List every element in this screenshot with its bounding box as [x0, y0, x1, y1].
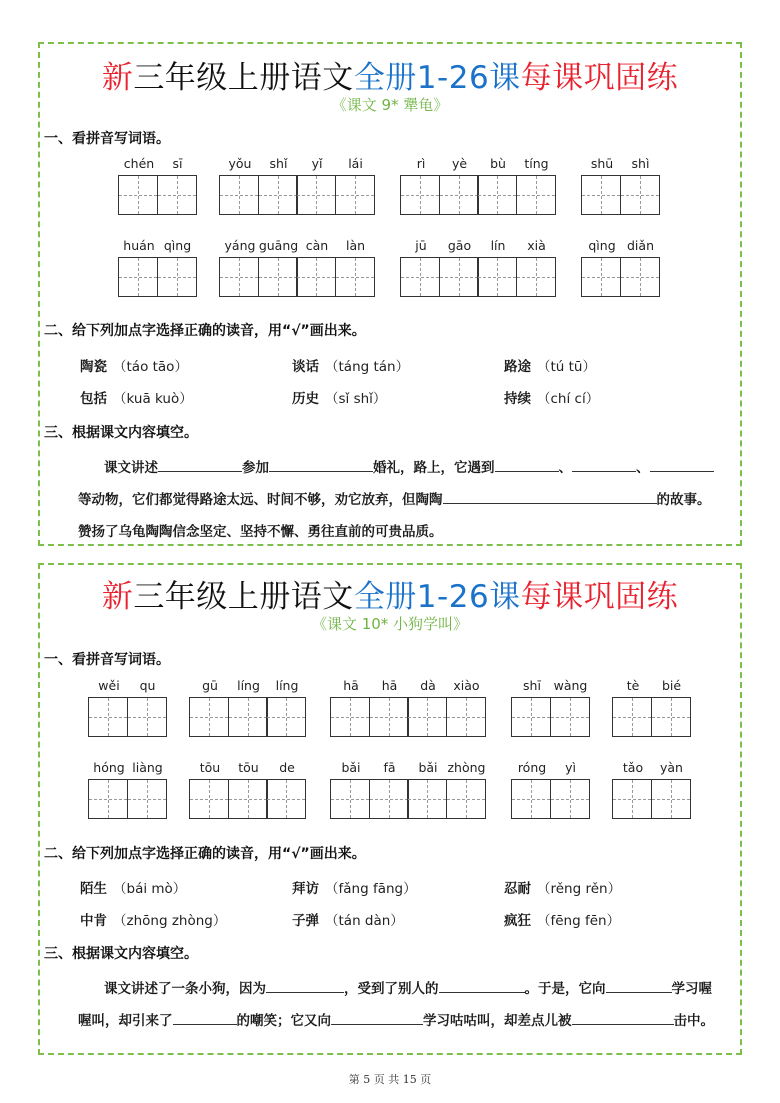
- pronunciation-item: [292, 909, 404, 929]
- char-box[interactable]: [330, 760, 370, 819]
- pronunciation-item: [292, 387, 386, 407]
- pinyin-label: gāo: [447, 238, 472, 253]
- fill-text: 学习咕咕叫，却差点儿被: [423, 1013, 572, 1029]
- char-box[interactable]: [330, 678, 370, 737]
- pinyin-options[interactable]: （tán dàn）: [325, 913, 404, 929]
- fill-text: 参加: [242, 460, 269, 476]
- pronunciation-item: [504, 355, 596, 375]
- pinyin-group: [118, 156, 197, 215]
- pinyin-label: xiào: [453, 678, 480, 693]
- pinyin-label: chén: [123, 156, 155, 171]
- char-box[interactable]: [407, 760, 447, 819]
- char-box[interactable]: [88, 678, 128, 737]
- fill-text: 的故事。: [656, 492, 711, 508]
- lesson-9-panel: [38, 42, 742, 546]
- pinyin-label: bié: [661, 678, 682, 693]
- pinyin-options[interactable]: （táo tāo）: [113, 359, 188, 375]
- char-box[interactable]: [439, 238, 479, 297]
- char-box[interactable]: [88, 760, 128, 819]
- pinyin-label: xià: [527, 238, 546, 253]
- answer-blank[interactable]: [443, 489, 657, 504]
- pinyin-label: liàng: [132, 760, 163, 775]
- pinyin-label: bǎi: [341, 760, 361, 775]
- pinyin-group: [330, 678, 486, 737]
- pinyin-label: tè: [626, 678, 640, 693]
- char-box[interactable]: [550, 678, 590, 737]
- title-part-grade: 三年级上册语文: [133, 579, 354, 615]
- word: 疯狂: [504, 913, 531, 929]
- char-box[interactable]: [266, 760, 306, 819]
- pinyin-label: líng: [237, 678, 260, 693]
- char-box[interactable]: [407, 678, 447, 737]
- pinyin-label: zhòng: [447, 760, 486, 775]
- pinyin-label: tōu: [199, 760, 221, 775]
- char-box[interactable]: [266, 678, 306, 737]
- char-box[interactable]: [400, 156, 440, 215]
- lesson-10-panel: [38, 563, 742, 1055]
- char-box[interactable]: [228, 760, 268, 819]
- pinyin-options[interactable]: （sǐ shǐ）: [325, 391, 387, 407]
- word: 子弹: [292, 913, 319, 929]
- lesson-subtitle: 《课文 10* 小狗学叫》: [311, 615, 469, 633]
- pinyin-options[interactable]: （fēng fēn）: [537, 913, 621, 929]
- pronunciation-item: [80, 387, 193, 407]
- char-box[interactable]: [335, 238, 375, 297]
- char-box[interactable]: [620, 156, 660, 215]
- answer-blank[interactable]: [266, 978, 344, 993]
- pinyin-label: qìng: [588, 238, 616, 253]
- word: 包括: [80, 391, 107, 407]
- fill-text: 婚礼，路上，它遇到: [373, 460, 495, 476]
- section-2-heading: 二、给下列加点字选择正确的读音，用“√”画出来。: [44, 323, 366, 339]
- char-box[interactable]: [439, 156, 479, 215]
- pinyin-label: tōu: [238, 760, 259, 775]
- pinyin-group: [511, 678, 590, 737]
- pinyin-group: [219, 238, 375, 297]
- answer-blank[interactable]: [158, 457, 242, 472]
- pinyin-label: yàn: [660, 760, 683, 775]
- pinyin-label: yáng: [224, 238, 256, 253]
- fill-line-1: [104, 456, 714, 476]
- char-box[interactable]: [189, 760, 229, 819]
- char-box[interactable]: [258, 238, 299, 297]
- fill-line-2: [78, 488, 711, 508]
- pinyin-group: [189, 760, 306, 819]
- section-3-heading: 三、根据课文内容填空。: [44, 946, 198, 962]
- fill-text: 课文讲述: [104, 460, 158, 476]
- page-number: 第 5 页 共 15 页: [348, 1073, 432, 1086]
- char-box[interactable]: [651, 678, 691, 737]
- pinyin-options[interactable]: （zhōng zhòng）: [113, 913, 227, 929]
- worksheet-title: [40, 571, 740, 616]
- char-box[interactable]: [612, 760, 652, 819]
- pinyin-label: lái: [348, 156, 363, 171]
- pinyin-options[interactable]: （bái mò）: [113, 881, 187, 897]
- fill-text: 赞扬了乌龟陶陶信念坚定、坚持不懈、勇往直前的可贵品质。: [78, 524, 443, 540]
- pinyin-label: gū: [202, 678, 218, 693]
- answer-blank[interactable]: [606, 978, 672, 993]
- pinyin-label: bǎi: [418, 760, 438, 775]
- word: 陶瓷: [80, 359, 107, 375]
- pinyin-options[interactable]: （chí cí）: [537, 391, 600, 407]
- char-box[interactable]: [219, 238, 259, 297]
- section-2-heading: 二、给下列加点字选择正确的读音，用“√”画出来。: [44, 846, 366, 862]
- fill-text: 、: [636, 460, 650, 476]
- title-part-range: 全册1-26课: [353, 60, 521, 96]
- pinyin-label: bù: [490, 156, 506, 171]
- word: 陌生: [80, 881, 107, 897]
- char-box[interactable]: [157, 238, 197, 297]
- fill-text: 喔叫，却引来了: [78, 1013, 173, 1029]
- fill-text: ，受到了别人的: [344, 981, 439, 997]
- answer-blank[interactable]: [331, 1010, 423, 1025]
- title-part-range: 全册1-26课: [353, 579, 521, 615]
- char-box[interactable]: [516, 156, 556, 215]
- pinyin-label: sī: [172, 156, 183, 171]
- title-part-grade: 三年级上册语文: [133, 60, 354, 96]
- fill-text: 、: [558, 460, 572, 476]
- char-box[interactable]: [550, 760, 590, 819]
- char-box[interactable]: [296, 156, 336, 215]
- answer-blank[interactable]: [650, 457, 714, 472]
- char-box[interactable]: [446, 760, 486, 819]
- char-box[interactable]: [335, 156, 375, 215]
- char-box[interactable]: [258, 156, 298, 215]
- char-box[interactable]: [651, 760, 691, 819]
- fill-text: 等动物，它们都觉得路途太远、时间不够，劝它放弃，但陶陶: [78, 492, 443, 508]
- pinyin-label: wàng: [553, 678, 588, 693]
- pinyin-label: shǐ: [269, 156, 288, 171]
- pinyin-label: yì: [565, 760, 576, 775]
- pronunciation-item: [504, 387, 599, 407]
- title-part-practice: 每课巩固练: [520, 579, 679, 615]
- char-box[interactable]: [369, 678, 409, 737]
- char-box[interactable]: [612, 678, 652, 737]
- pinyin-group: [612, 678, 691, 737]
- pinyin-label: róng: [517, 760, 547, 775]
- char-box[interactable]: [127, 678, 167, 737]
- pinyin-label: wěi: [98, 678, 120, 693]
- fill-text: 。于是，它向: [524, 981, 606, 997]
- pinyin-label: guāng: [258, 238, 299, 253]
- pinyin-options[interactable]: （rěng rěn）: [537, 881, 622, 897]
- char-box[interactable]: [581, 238, 621, 297]
- pinyin-group: [219, 156, 375, 215]
- pronunciation-item: [80, 909, 226, 929]
- char-box[interactable]: [477, 156, 517, 215]
- worksheet-title: [40, 52, 740, 97]
- pinyin-label: jū: [415, 238, 427, 253]
- answer-blank[interactable]: [439, 978, 525, 993]
- char-box[interactable]: [477, 238, 517, 297]
- word: 谈话: [292, 359, 319, 375]
- answer-blank[interactable]: [173, 1010, 237, 1025]
- section-3-heading: 三、根据课文内容填空。: [44, 425, 198, 441]
- pinyin-label: tǎo: [622, 760, 644, 775]
- fill-line-3: [78, 520, 443, 540]
- char-box[interactable]: [620, 238, 660, 297]
- fill-text: 课文讲述了一条小狗，因为: [104, 981, 266, 997]
- char-box[interactable]: [581, 156, 621, 215]
- section-1-heading: 一、看拼音写词语。: [44, 131, 170, 147]
- pinyin-label: yǒu: [228, 156, 252, 171]
- answer-blank[interactable]: [269, 457, 373, 472]
- char-box[interactable]: [369, 760, 409, 819]
- pinyin-label: hóng: [93, 760, 125, 775]
- pinyin-label: diǎn: [627, 238, 654, 253]
- pinyin-group: [88, 760, 167, 819]
- pronunciation-item: [80, 355, 188, 375]
- char-box[interactable]: [118, 238, 158, 297]
- pinyin-group: [189, 678, 306, 737]
- word: 忍耐: [504, 881, 531, 897]
- char-box[interactable]: [516, 238, 556, 297]
- section-1-heading: 一、看拼音写词语。: [44, 652, 170, 668]
- pinyin-label: tíng: [524, 156, 549, 171]
- pinyin-group: [88, 678, 167, 737]
- pinyin-label: shì: [631, 156, 650, 171]
- answer-blank[interactable]: [495, 457, 559, 472]
- pinyin-label: shū: [590, 156, 614, 171]
- title-part-new: 新: [101, 579, 134, 615]
- char-box[interactable]: [446, 678, 486, 737]
- pinyin-group: [581, 156, 660, 215]
- word: 路途: [504, 359, 531, 375]
- pinyin-label: yè: [451, 156, 468, 171]
- pinyin-options[interactable]: （táng tán）: [325, 359, 410, 375]
- pinyin-group: [400, 238, 556, 297]
- title-part-new: 新: [101, 60, 134, 96]
- char-box[interactable]: [157, 156, 197, 215]
- pinyin-label: dà: [420, 678, 436, 693]
- word: 历史: [292, 391, 319, 407]
- fill-text: 的嘲笑；它又向: [236, 1013, 331, 1029]
- char-box[interactable]: [118, 156, 158, 215]
- answer-blank[interactable]: [572, 1010, 674, 1025]
- pinyin-group: [511, 760, 590, 819]
- pinyin-label: qu: [139, 678, 156, 693]
- pinyin-label: hā: [381, 678, 398, 693]
- char-box[interactable]: [400, 238, 440, 297]
- word: 中肯: [80, 913, 107, 929]
- pronunciation-item: [292, 877, 417, 897]
- pinyin-group: [330, 760, 486, 819]
- pinyin-label: lín: [490, 238, 506, 253]
- char-box[interactable]: [511, 760, 551, 819]
- pinyin-options[interactable]: （fǎng fāng）: [325, 881, 417, 897]
- pronunciation-item: [292, 355, 409, 375]
- answer-blank[interactable]: [572, 457, 636, 472]
- pronunciation-item: [80, 877, 186, 897]
- pinyin-group: [118, 238, 197, 297]
- pinyin-label: líng: [275, 678, 299, 693]
- char-box[interactable]: [228, 678, 268, 737]
- char-box[interactable]: [127, 760, 167, 819]
- pinyin-label: yǐ: [311, 156, 323, 171]
- fill-text: 学习喔: [671, 981, 712, 997]
- pinyin-options[interactable]: （kuā kuò）: [113, 391, 193, 407]
- fill-line-1: [104, 977, 712, 997]
- pinyin-label: huán: [123, 238, 155, 253]
- pinyin-label: rì: [416, 156, 426, 171]
- fill-text: 击中。: [673, 1013, 714, 1029]
- pinyin-group: [612, 760, 691, 819]
- char-box[interactable]: [296, 238, 336, 297]
- char-box[interactable]: [219, 156, 259, 215]
- fill-line-2: [78, 1009, 714, 1029]
- pinyin-label: fā: [383, 760, 396, 775]
- pinyin-label: hā: [343, 678, 359, 693]
- pinyin-group: [581, 238, 660, 297]
- pinyin-label: de: [279, 760, 295, 775]
- char-box[interactable]: [511, 678, 551, 737]
- pinyin-label: shī: [523, 678, 541, 693]
- pinyin-options[interactable]: （tú tū）: [537, 359, 596, 375]
- title-part-practice: 每课巩固练: [520, 60, 679, 96]
- pronunciation-item: [504, 877, 621, 897]
- pinyin-label: càn: [305, 238, 329, 253]
- pinyin-group: [400, 156, 556, 215]
- word: 持续: [504, 391, 531, 407]
- pronunciation-item: [504, 909, 620, 929]
- pinyin-label: làn: [345, 238, 366, 253]
- pinyin-label: qìng: [163, 238, 192, 253]
- lesson-subtitle: 《课文 9* 犟龟》: [331, 96, 449, 114]
- word: 拜访: [292, 881, 319, 897]
- char-box[interactable]: [189, 678, 229, 737]
